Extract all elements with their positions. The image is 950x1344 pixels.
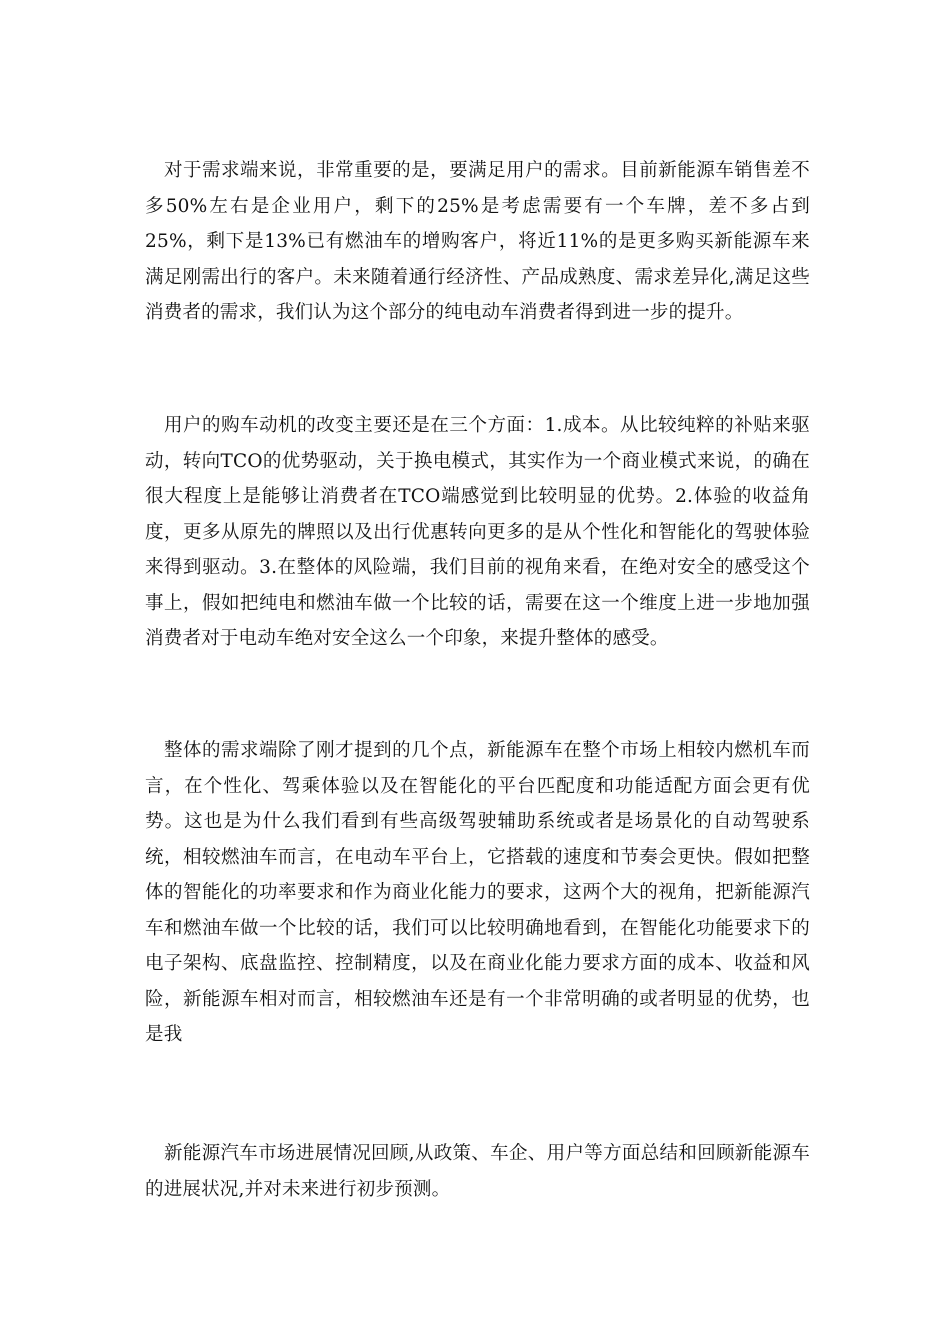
paragraph-demand-side: 对于需求端来说，非常重要的是，要满足用户的需求。目前新能源车销售差不多50%左右是企业用户，剩下的25%是考虑需要有一个车牌，差不多占到25%，剩下是13%已有燃油车的增购客户，将近11%的是更多购买新能源车来满足刚需出行的客户。未来随着通行经济性、产品成熟度、需求差异化,满足这些消费者的需求，我们认为这个部分的纯电动车消费者得到进一步的提升。 (145, 160, 810, 323)
paragraph-purchase-motivation: 用户的购车动机的改变主要还是在三个方面：1.成本。从比较纯粹的补贴来驱动，转向TCO的优势驱动，关于换电模式，其实作为一个商业模式来说，的确在很大程度上是能够让消费者在TCO端感觉到比较明显的优势。2.体验的收益角度，更多从原先的牌照以及出行优惠转向更多的是从个性化和智能化的驾驶体验来得到驱动。3.在整体的风险端，我们目前的视角来看，在绝对安全的感受这个事上，假如把纯电和燃油车做一个比较的话，需要在这一个维度上进一步地加强消费者对于电动车绝对安全这么一个印象，来提升整体的感受。 (145, 415, 810, 649)
paragraph-market-review: 新能源汽车市场进展情况回顾,从政策、车企、用户等方面总结和回顾新能源车的进展状况,并对未来进行初步预测。 (145, 1143, 810, 1200)
paragraph-overall-demand: 整体的需求端除了刚才提到的几个点，新能源车在整个市场上相较内燃机车而言，在个性化、驾乘体验以及在智能化的平台匹配度和功能适配方面会更有优势。这也是为什么我们看到有些高级驾驶辅助系统或者是场景化的自动驾驶系统，相较燃油车而言，在电动车平台上，它搭载的速度和节奏会更快。假如把整体的智能化的功率要求和作为商业化能力的要求，这两个大的视角，把新能源汽车和燃油车做一个比较的话，我们可以比较明确地看到，在智能化功能要求下的电子架构、底盘监控、控制精度，以及在商业化能力要求方面的成本、收益和风险，新能源车相对而言，相较燃油车还是有一个非常明确的或者明显的优势，也是我 (145, 740, 810, 1045)
